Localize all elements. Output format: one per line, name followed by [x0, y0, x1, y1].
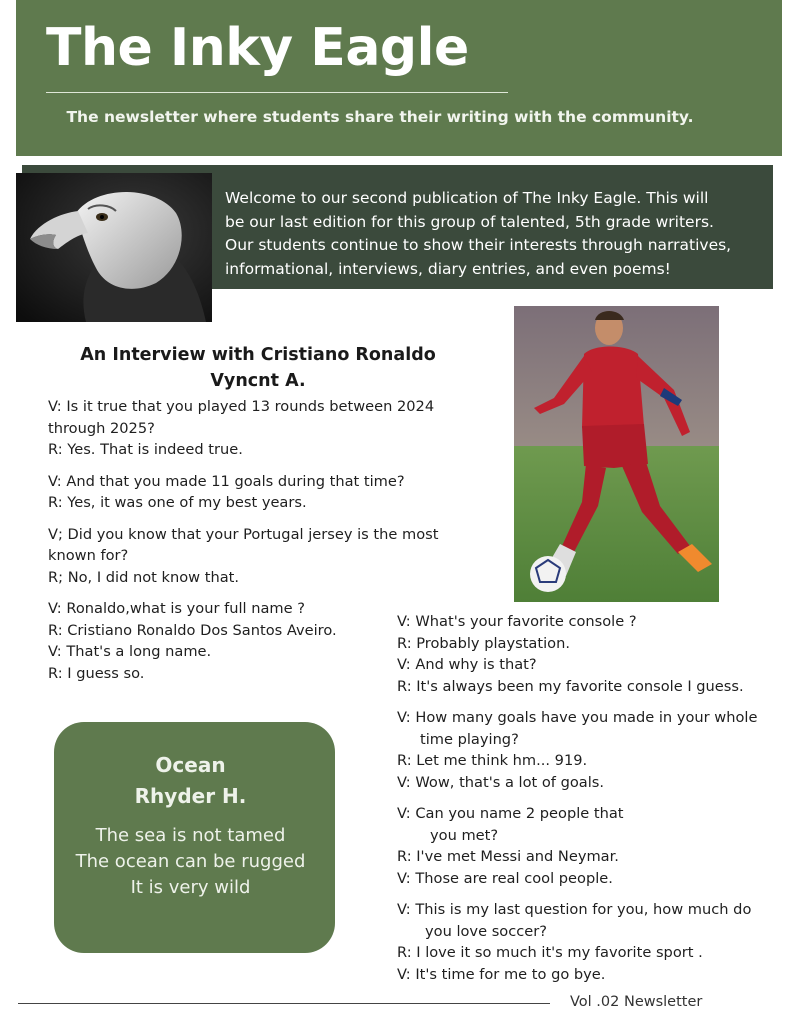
interview-title: An Interview with Cristiano Ronaldo [80, 345, 436, 365]
poem-line: The sea is not tamed [95, 825, 286, 846]
interview-line: you love soccer? [425, 922, 547, 940]
poem-line: The ocean can be rugged [75, 851, 306, 872]
poem-body [54, 823, 327, 901]
poem-card [54, 722, 335, 953]
interview-line: time playing? [420, 730, 519, 748]
interview-line: V: Those are real cool people. [397, 869, 613, 887]
footer-volume: Vol .02 Newsletter [570, 994, 703, 1010]
interview-line: V: That's a long name. [48, 643, 212, 660]
interview-line: R: Cristiano Ronaldo Dos Santos Aveiro. [48, 621, 337, 639]
interview-line: R: Probably playstation. [397, 634, 570, 652]
interview-line: V: And why is that? [397, 656, 537, 673]
interview-line: R: I guess so. [48, 664, 145, 682]
intro-line: informational, interviews, diary entries, and even poems! [225, 259, 671, 278]
interview-right-column [397, 611, 789, 985]
newsletter-title: The Inky Eagle [46, 18, 469, 78]
interview-line: V: Ronaldo,what is your full name ? [48, 600, 305, 617]
intro-line: be our last edition for this group of talented, 5th grade writers. [225, 212, 714, 231]
interview-line: V: Is it true that you played 13 rounds between 2024 [48, 398, 435, 415]
interview-line: V: What's your favorite console ? [397, 613, 637, 630]
interview-line: V: It's time for me to go bye. [397, 965, 606, 983]
title-underline [46, 92, 508, 93]
eagle-photo [16, 173, 212, 322]
interview-line: through 2025? [48, 419, 155, 437]
interview-line: R: It's always been my favorite console I guess. [397, 677, 744, 695]
interview-line: R: Yes. That is indeed true. [48, 441, 243, 458]
interview-line: R: I've met Messi and Neymar. [397, 848, 619, 865]
interview-line: V; Did you know that your Portugal jersey is the most [48, 525, 439, 543]
interview-line: V: How many goals have you made in your whole [397, 709, 758, 726]
poem-title: Ocean [155, 753, 226, 777]
interview-line: R: Yes, it was one of my best years. [48, 494, 307, 511]
interview-line: R: Let me think hm... 919. [397, 752, 588, 769]
interview-line: V: Can you name 2 people that [397, 805, 624, 822]
interview-line: known for? [48, 547, 129, 564]
intro-paragraph [225, 187, 765, 281]
intro-line: Welcome to our second publication of The Inky Eagle. This will [225, 189, 709, 207]
ronaldo-photo [514, 306, 719, 602]
soccer-player-illustration [514, 306, 719, 602]
newsletter-tagline: The newsletter where students share their writing with the community. [66, 108, 694, 126]
interview-author: Vyncnt A. [210, 371, 306, 391]
intro-line: Our students continue to show their interests through narratives, [225, 236, 732, 254]
interview-line: R; No, I did not know that. [48, 568, 240, 586]
poem-author: Rhyder H. [134, 784, 247, 808]
interview-line: you met? [430, 826, 499, 844]
interview-line: R: I love it so much it's my favorite sport . [397, 944, 703, 961]
interview-line: V: Wow, that's a lot of goals. [397, 773, 605, 791]
interview-line: V: This is my last question for you, how much do [397, 901, 752, 918]
interview-line: V: And that you made 11 goals during that time? [48, 472, 405, 490]
footer-divider [18, 1003, 550, 1004]
eagle-illustration [16, 173, 212, 322]
poem-line: It is very wild [130, 877, 251, 898]
